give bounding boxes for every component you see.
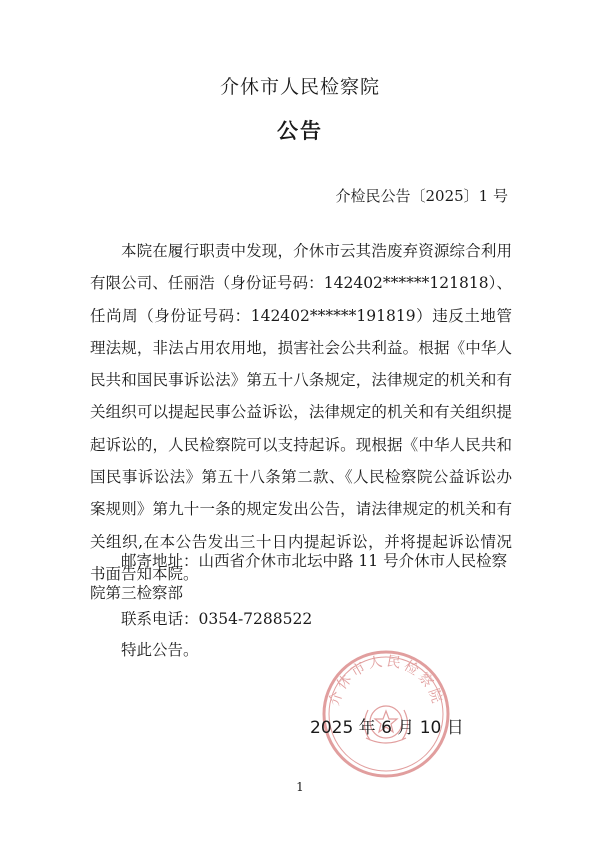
- mailing-address: [90, 545, 512, 610]
- document-number: 介检民公告〔2025〕1 号: [335, 187, 508, 205]
- closing-text: 特此公告。: [121, 641, 199, 659]
- phone-text: 联系电话：0354-7288522: [121, 610, 313, 628]
- document-title: 公告: [277, 119, 323, 143]
- announcement-date: 2025 年 6 月 10 日: [310, 718, 464, 738]
- page-number: 1: [296, 780, 304, 794]
- body-paragraph: 本院在履行职责中发现，介休市云其浩废弃资源综合利用有限公司、任丽浩（身份证号码：142402******121818）、任尚周（身份证号码：142402******191819）违反土地管理法规，非法占用农用地，损害社会公共利益。根据《中华人民共和国民事诉讼法》第五十八条规定，法律规定的机关和有关组织可以提起民事公益诉讼，法律规定的机关和有关组织提起诉讼的，人民检察院可以支持起诉。现根据《中华人民共和国民事诉讼法》第五十八条第二款、《人民检察院公益诉讼办案规则》第九十一条的规定发出公告，请法律规定的机关和有关组织,在本公告发出三十日内提起诉讼，并将提起诉讼情况书面告知本院。: [90, 242, 512, 583]
- address-text: 邮寄地址：山西省介休市北坛中路 11 号介休市人民检察院第三检察部: [90, 552, 508, 603]
- contact-phone: [90, 603, 512, 635]
- organization-title: 介休市人民检察院: [219, 76, 380, 98]
- svg-text:介休市人民检察院: 介休市人民检察院: [326, 653, 446, 708]
- announcement-body: [90, 235, 512, 590]
